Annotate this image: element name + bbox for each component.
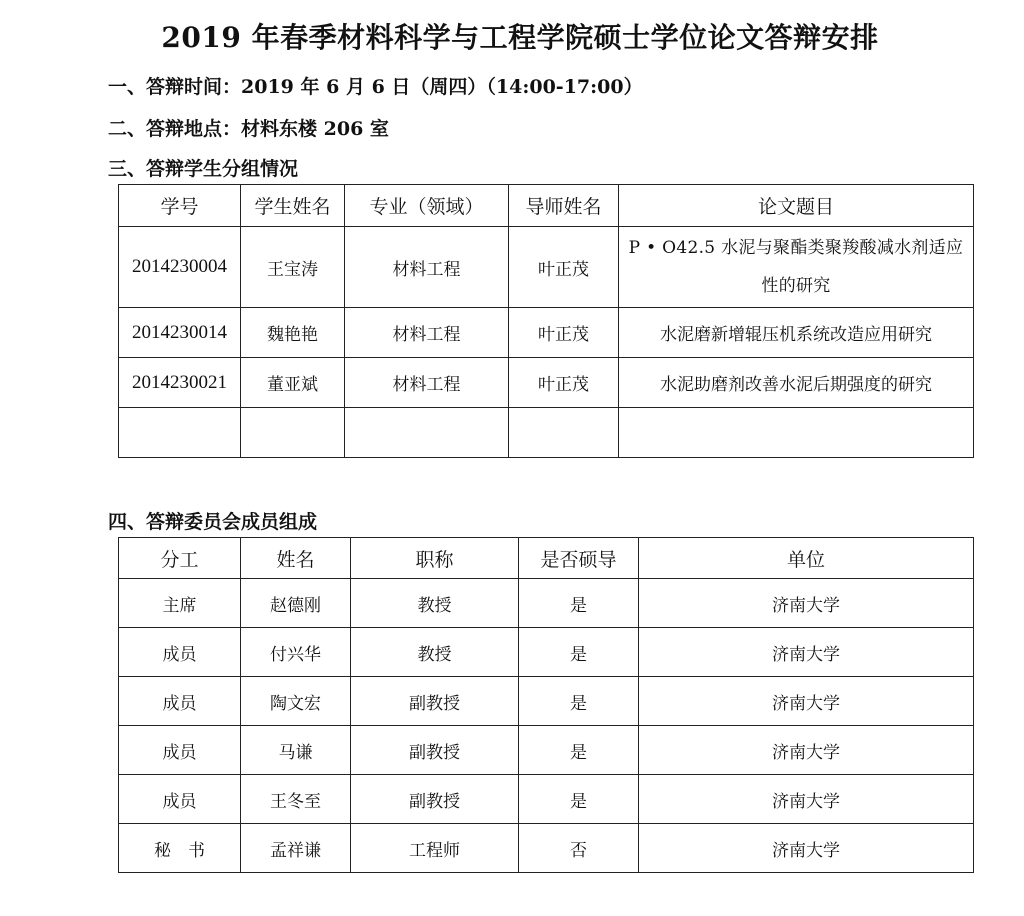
header-major: 专业（领域） bbox=[345, 185, 509, 227]
member-unit: 济南大学 bbox=[639, 579, 974, 628]
member-supervisor: 是 bbox=[519, 726, 639, 775]
table-row bbox=[119, 775, 974, 824]
student-table-header bbox=[119, 185, 974, 227]
student-name: 王宝涛 bbox=[241, 227, 345, 308]
table-row bbox=[119, 628, 974, 677]
student-major: 材料工程 bbox=[345, 358, 509, 408]
student-id: 2014230021 bbox=[119, 358, 241, 408]
header-thesis-title: 论文题目 bbox=[619, 185, 974, 227]
table-row bbox=[119, 726, 974, 775]
member-unit: 济南大学 bbox=[639, 726, 974, 775]
member-supervisor: 否 bbox=[519, 824, 639, 873]
member-role: 成员 bbox=[119, 628, 241, 677]
header-name: 姓名 bbox=[241, 538, 351, 579]
member-name: 孟祥谦 bbox=[241, 824, 351, 873]
member-unit: 济南大学 bbox=[639, 677, 974, 726]
defense-time-label: 一、答辩时间： bbox=[108, 76, 242, 98]
thesis-title: 水泥助磨剂改善水泥后期强度的研究 bbox=[619, 358, 974, 408]
page-title: 2019 年春季材料科学与工程学院硕士学位论文答辩安排 bbox=[161, 21, 879, 54]
student-advisor: 叶正茂 bbox=[509, 227, 619, 308]
student-advisor bbox=[509, 408, 619, 458]
student-major bbox=[345, 408, 509, 458]
table-row bbox=[119, 579, 974, 628]
header-student-name: 学生姓名 bbox=[241, 185, 345, 227]
member-rank: 工程师 bbox=[351, 824, 519, 873]
committee-table-header bbox=[119, 538, 974, 579]
committee-heading: 四、答辩委员会成员组成 bbox=[108, 511, 318, 533]
student-groups-heading: 三、答辩学生分组情况 bbox=[108, 158, 299, 180]
table-row bbox=[119, 227, 974, 308]
student-name bbox=[241, 408, 345, 458]
student-id bbox=[119, 408, 241, 458]
committee-table bbox=[118, 537, 974, 873]
defense-time-line bbox=[108, 72, 643, 99]
header-role: 分工 bbox=[119, 538, 241, 579]
defense-time-value: 2019 年 6 月 6 日（周四）（14:00-17:00） bbox=[241, 76, 643, 98]
member-unit: 济南大学 bbox=[639, 824, 974, 873]
defense-location-line bbox=[108, 114, 389, 141]
thesis-title bbox=[619, 408, 974, 458]
member-rank: 教授 bbox=[351, 579, 519, 628]
student-table bbox=[118, 184, 974, 458]
header-student-id: 学号 bbox=[119, 185, 241, 227]
member-role: 成员 bbox=[119, 775, 241, 824]
header-rank: 职称 bbox=[351, 538, 519, 579]
student-major: 材料工程 bbox=[345, 227, 509, 308]
member-role: 成员 bbox=[119, 677, 241, 726]
member-rank: 副教授 bbox=[351, 677, 519, 726]
member-role: 成员 bbox=[119, 726, 241, 775]
table-row bbox=[119, 358, 974, 408]
member-role: 秘 书 bbox=[119, 824, 241, 873]
student-advisor: 叶正茂 bbox=[509, 358, 619, 408]
member-rank: 教授 bbox=[351, 628, 519, 677]
thesis-title: P • O42.5 水泥与聚酯类聚羧酸减水剂适应性的研究 bbox=[619, 227, 974, 308]
member-supervisor: 是 bbox=[519, 775, 639, 824]
member-supervisor: 是 bbox=[519, 677, 639, 726]
student-name: 董亚斌 bbox=[241, 358, 345, 408]
table-row bbox=[119, 308, 974, 358]
member-name: 王冬至 bbox=[241, 775, 351, 824]
student-major: 材料工程 bbox=[345, 308, 509, 358]
member-supervisor: 是 bbox=[519, 579, 639, 628]
member-name: 赵德刚 bbox=[241, 579, 351, 628]
student-name: 魏艳艳 bbox=[241, 308, 345, 358]
member-supervisor: 是 bbox=[519, 628, 639, 677]
member-name: 陶文宏 bbox=[241, 677, 351, 726]
member-name: 马谦 bbox=[241, 726, 351, 775]
thesis-title: 水泥磨新增辊压机系统改造应用研究 bbox=[619, 308, 974, 358]
member-role: 主席 bbox=[119, 579, 241, 628]
defense-location-value: 材料东楼 206 室 bbox=[241, 118, 389, 140]
table-row bbox=[119, 824, 974, 873]
member-unit: 济南大学 bbox=[639, 628, 974, 677]
table-row bbox=[119, 677, 974, 726]
student-id: 2014230004 bbox=[119, 227, 241, 308]
student-id: 2014230014 bbox=[119, 308, 241, 358]
table-row-empty bbox=[119, 408, 974, 458]
member-rank: 副教授 bbox=[351, 726, 519, 775]
member-unit: 济南大学 bbox=[639, 775, 974, 824]
student-advisor: 叶正茂 bbox=[509, 308, 619, 358]
header-unit: 单位 bbox=[639, 538, 974, 579]
member-rank: 副教授 bbox=[351, 775, 519, 824]
header-advisor: 导师姓名 bbox=[509, 185, 619, 227]
header-supervisor: 是否硕导 bbox=[519, 538, 639, 579]
defense-location-label: 二、答辩地点： bbox=[108, 118, 242, 140]
member-name: 付兴华 bbox=[241, 628, 351, 677]
